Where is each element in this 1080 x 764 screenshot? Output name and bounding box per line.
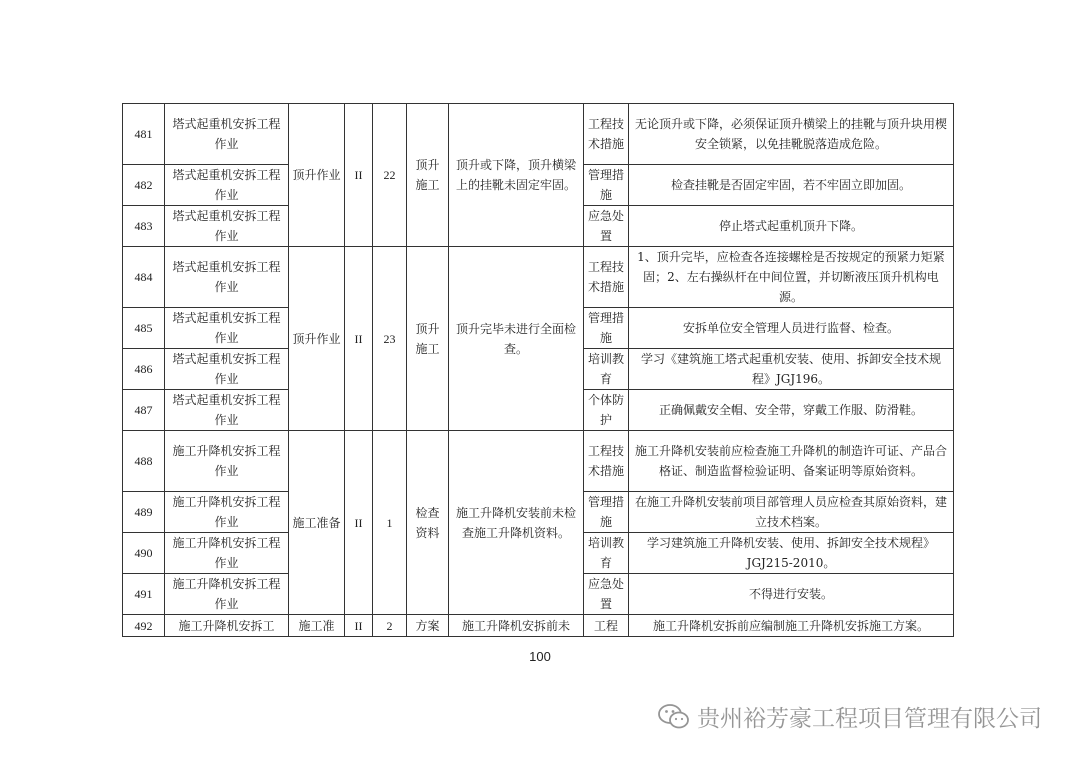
project-cell: 施工升降机安拆工程作业 [165, 533, 289, 574]
stage-cell: 施工准备 [289, 431, 345, 615]
seq-cell: 2 [373, 615, 407, 637]
project-cell: 塔式起重机安拆工程作业 [165, 349, 289, 390]
watermark [657, 700, 1042, 733]
risk-cell: 施工升降机安装前未检查施工升降机资料。 [449, 431, 584, 615]
row-number: 492 [123, 615, 165, 637]
measure-type-cell: 应急处置 [584, 206, 629, 247]
measure-cell: 停止塔式起重机顶升下降。 [629, 206, 954, 247]
level-cell: II [345, 104, 373, 247]
measure-cell: 施工升降机安拆前应编制施工升降机安拆施工方案。 [629, 615, 954, 637]
measure-type-cell: 工程 [584, 615, 629, 637]
measure-type-cell: 个体防护 [584, 390, 629, 431]
level-cell: II [345, 615, 373, 637]
row-number: 481 [123, 104, 165, 165]
measure-cell: 安拆单位安全管理人员进行监督、检查。 [629, 308, 954, 349]
activity-cell: 方案 [407, 615, 449, 637]
measure-cell: 学习建筑施工升降机安装、使用、拆卸安全技术规程》JGJ215-2010。 [629, 533, 954, 574]
level-cell: II [345, 247, 373, 431]
measure-type-cell: 管理措施 [584, 165, 629, 206]
measure-type-cell: 工程技术措施 [584, 431, 629, 492]
project-cell: 塔式起重机安拆工程作业 [165, 390, 289, 431]
table-row [123, 615, 954, 637]
table-row [123, 431, 954, 492]
project-cell: 施工升降机安拆工程作业 [165, 492, 289, 533]
stage-cell: 顶升作业 [289, 104, 345, 247]
row-number: 487 [123, 390, 165, 431]
hazard-table [122, 103, 954, 637]
row-number: 489 [123, 492, 165, 533]
activity-cell: 顶升施工 [407, 247, 449, 431]
watermark-text: 贵州裕芳豪工程项目管理有限公司 [697, 706, 1042, 732]
measure-type-cell: 管理措施 [584, 492, 629, 533]
measure-type-cell: 培训教育 [584, 533, 629, 574]
measure-cell: 检查挂靴是否固定牢固，若不牢固立即加固。 [629, 165, 954, 206]
project-cell: 塔式起重机安拆工程作业 [165, 165, 289, 206]
row-number: 490 [123, 533, 165, 574]
measure-cell: 施工升降机安装前应检查施工升降机的制造许可证、产品合格证、制造监督检验证明、备案证明等原始资料。 [629, 431, 954, 492]
table-row [123, 247, 954, 308]
measure-cell: 1、顶升完毕，应检查各连接螺栓是否按规定的预紧力矩紧固；2、左右操纵杆在中间位置，并切断液压顶升机构电源。 [629, 247, 954, 308]
project-cell: 塔式起重机安拆工程作业 [165, 247, 289, 308]
risk-cell: 顶升完毕未进行全面检查。 [449, 247, 584, 431]
project-cell: 施工升降机安拆工 [165, 615, 289, 637]
row-number: 483 [123, 206, 165, 247]
project-cell: 塔式起重机安拆工程作业 [165, 308, 289, 349]
row-number: 484 [123, 247, 165, 308]
measure-type-cell: 管理措施 [584, 308, 629, 349]
measure-cell: 在施工升降机安装前项目部管理人员应检查其原始资料，建立技术档案。 [629, 492, 954, 533]
stage-cell: 施工准 [289, 615, 345, 637]
activity-cell: 顶升施工 [407, 104, 449, 247]
measure-cell: 无论顶升或下降，必须保证顶升横梁上的挂靴与顶升块用楔安全锁紧，以免挂靴脱落造成危险。 [629, 104, 954, 165]
project-cell: 塔式起重机安拆工程作业 [165, 104, 289, 165]
row-number: 486 [123, 349, 165, 390]
measure-type-cell: 工程技术措施 [584, 104, 629, 165]
level-cell: II [345, 431, 373, 615]
measure-cell: 不得进行安装。 [629, 574, 954, 615]
seq-cell: 23 [373, 247, 407, 431]
measure-type-cell: 工程技术措施 [584, 247, 629, 308]
row-number: 488 [123, 431, 165, 492]
row-number: 482 [123, 165, 165, 206]
row-number: 485 [123, 308, 165, 349]
measure-type-cell: 应急处置 [584, 574, 629, 615]
wechat-icon [657, 702, 691, 732]
page-number: 100 [529, 649, 551, 664]
risk-cell: 施工升降机安拆前未 [449, 615, 584, 637]
activity-cell: 检查资料 [407, 431, 449, 615]
row-number: 491 [123, 574, 165, 615]
measure-type-cell: 培训教育 [584, 349, 629, 390]
measure-cell: 学习《建筑施工塔式起重机安装、使用、拆卸安全技术规程》JGJ196。 [629, 349, 954, 390]
measure-cell: 正确佩戴安全帽、安全带，穿戴工作服、防滑鞋。 [629, 390, 954, 431]
risk-cell: 顶升或下降，顶升横梁上的挂靴未固定牢固。 [449, 104, 584, 247]
project-cell: 施工升降机安拆工程作业 [165, 431, 289, 492]
project-cell: 施工升降机安拆工程作业 [165, 574, 289, 615]
project-cell: 塔式起重机安拆工程作业 [165, 206, 289, 247]
stage-cell: 顶升作业 [289, 247, 345, 431]
table-row [123, 104, 954, 165]
seq-cell: 22 [373, 104, 407, 247]
seq-cell: 1 [373, 431, 407, 615]
